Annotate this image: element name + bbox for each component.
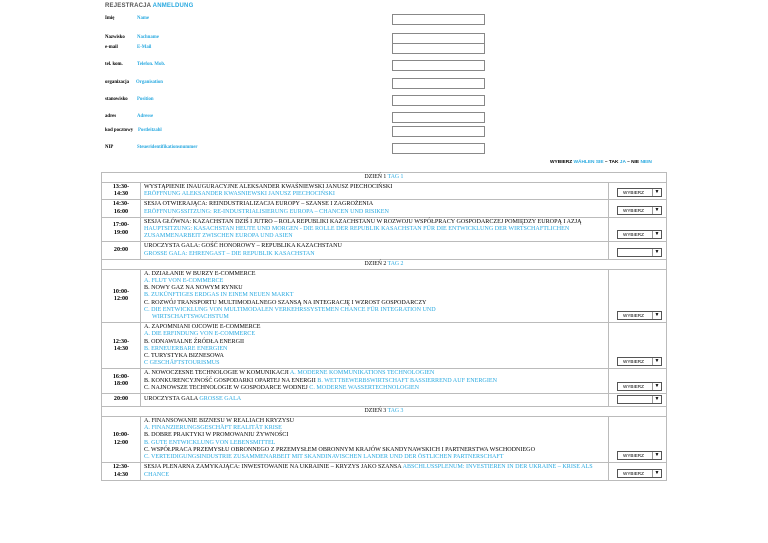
field-label: NIP <box>105 145 114 150</box>
select-value: WYBIERZ <box>623 313 644 319</box>
field-sublabel: E-Mail <box>137 45 152 50</box>
session-row <box>102 369 667 394</box>
select-value: WYBIERZ <box>623 232 644 238</box>
tax-id-input[interactable] <box>392 143 485 154</box>
session-select[interactable] <box>617 357 662 366</box>
session-time: 20:00 <box>102 242 141 259</box>
session-select[interactable] <box>617 382 662 391</box>
session-time: 14:30- 16:00 <box>102 200 141 217</box>
field-label: adres <box>105 114 117 119</box>
field-sublabel: Name <box>137 16 149 21</box>
field-sublabel: Adresse <box>137 114 154 119</box>
chevron-down-icon: ▼ <box>652 396 661 403</box>
day-label-pl: DZIEŃ 3 <box>364 407 387 414</box>
track-b-de: B. ERNEUERBARE ENERGIEN <box>144 345 228 352</box>
chevron-down-icon: ▼ <box>652 231 661 238</box>
day-label-de: TAG 3 <box>387 407 404 414</box>
form-row-address <box>105 112 490 124</box>
field-label: Nazwisko <box>105 35 125 40</box>
track-a-pl: A. NOWOCZESNE TECHNOLOGIE W KOMUNIKACJI <box>144 370 289 377</box>
track-a-pl: A. ZAPOMNIANI OJCOWIE E-COMMERCE <box>144 324 261 331</box>
choose-hint <box>550 160 652 165</box>
track-a-de: A. FLUT VON E-COMMERCE <box>144 278 224 285</box>
session-row <box>102 463 667 480</box>
form-row-postcode <box>105 126 490 138</box>
chevron-down-icon: ▼ <box>652 358 661 365</box>
track-a-de: A. FINANZIERUNGSGESCHÄFT REALITÄT KRISE <box>144 425 282 432</box>
track-b-pl: B. ODNAWIALNE ŹRÓDŁA ENERGII <box>144 338 245 345</box>
chevron-down-icon: ▼ <box>652 383 661 390</box>
chevron-down-icon: ▼ <box>652 207 661 214</box>
session-title-pl: SESJA OTWIERAJĄCA: REINDUSTRIALIZACJA EUROPY – SZANSE I ZAGROŻENIA <box>144 201 374 208</box>
choose-yes-de: JA <box>619 160 626 165</box>
session-select[interactable] <box>617 311 662 320</box>
track-b <box>144 378 605 385</box>
track-a-pl: A. FINANSOWANIE BIZNESU W REALIACH KRYZYSU <box>144 418 295 425</box>
track-a <box>144 370 605 377</box>
field-label: e-mail <box>105 45 118 50</box>
track-c-pl: C. ROZWÓJ TRANSPORTU MULTIMODALNEGO SZANSĄ NA INTEGRACJĘ I WZROST GOSPODARCZY <box>144 299 427 306</box>
field-label: organizacja <box>105 80 129 85</box>
day-header <box>102 407 667 417</box>
field-sublabel: Position <box>137 97 154 102</box>
day-header <box>102 259 667 269</box>
choose-de: WÄHLEN SIE <box>573 160 604 165</box>
session-select[interactable] <box>617 206 662 215</box>
session-title-de: ERÖFFNUNGSSITZUNG: RE-INDUSTRIALISIERUNG EUROPA – CHANCEN UND RISIKEN <box>144 208 389 215</box>
session-title-pl: UROCZYSTA GALA <box>144 396 198 403</box>
choose-pl: WYBIERZ <box>550 160 573 165</box>
form-row-position <box>105 95 490 107</box>
session-title-de: GROSSE GALA: EHRENGAST – DIE REPUBLIK KASACHSTAN <box>144 250 315 257</box>
track-c-de: C. VERTEIDIGUNGSINDUSTRIE ZUSAMMENARBEIT MIT SKANDINAVISCHEN LANDER UND DER ÖSTLICHEN PARTNERSCHAFT <box>144 454 504 461</box>
session-select[interactable] <box>617 469 662 478</box>
choose-no-pl: – NIE <box>625 160 640 165</box>
track-c <box>144 385 605 392</box>
track-a-pl: A. DZIAŁANIE W BURZY E-COMMERCE <box>144 270 256 277</box>
track-c-pl: C. WSPÓŁPRACA PRZEMYSŁU OBRONNEGO Z PRZEMYSŁEM OBRONNYM KRAJÓW SKANDYNAWSKICH I PARTNERSTWA WSCHODNIEGO <box>144 446 535 453</box>
form-row-email <box>105 43 490 55</box>
session-time: 12:30- 14:30 <box>102 323 141 369</box>
session-title-pl: UROCZYSTA GALA: GOŚĆ HONOROWY – REPUBLIKA KAZACHSTANU <box>144 243 342 250</box>
session-time: 10:00- 12:00 <box>102 269 141 322</box>
day-header <box>102 173 667 183</box>
select-value: WYBIERZ <box>623 453 644 459</box>
form-row-organisation <box>105 78 490 90</box>
session-row <box>102 417 667 463</box>
session-select[interactable] <box>617 451 662 460</box>
select-value: WYBIERZ <box>623 190 644 196</box>
select-value: WYBIERZ <box>623 384 644 390</box>
choose-no-de: NEIN <box>640 160 652 165</box>
session-row <box>102 394 667 407</box>
title-pl: REJESTRACJA <box>105 3 151 9</box>
session-time: 13:30- 14:30 <box>102 183 141 200</box>
choose-yes-pl: – TAK <box>603 160 619 165</box>
session-time: 20:00 <box>102 394 141 407</box>
session-time: 10:00- 12:00 <box>102 417 141 463</box>
session-title-pl: SESJA PLENARNA ZAMYKAJĄCA: INWESTOWANIE NA UKRAINIE – KRYZYS JAKO SZANSA <box>144 464 402 471</box>
day-label-pl: DZIEŃ 2 <box>364 260 387 267</box>
session-time: 12:30- 14:30 <box>102 463 141 480</box>
session-title-de: ERÖFFNUNG ALEKSANDER KWASNIEWSKI JANUSZ PIECHOCIŃSKI <box>144 191 335 198</box>
track-b-pl: B. KONKURENCYJNOŚĆ GOSPODARKI OPARTEJ NA ENERGII <box>144 377 316 384</box>
chevron-down-icon: ▼ <box>652 312 661 319</box>
track-c-de: C. DIE ENTWICKLUNG VON MULTIMODALEN VERKEHRSSYSTEMEN CHANCE FÜR INTEGRATION UND <box>144 306 436 313</box>
track-b-de: B. GUTE ENTWICKLUNG VON LEBENSMITTEL <box>144 439 276 446</box>
form-row-name <box>105 14 490 26</box>
session-row <box>102 242 667 259</box>
session-time: 16:00- 18:00 <box>102 369 141 394</box>
session-row <box>102 183 667 200</box>
track-b-pl: B. DOBRE PRAKTYKI W PROMOWANIU ŻYWNOŚCI <box>144 432 289 439</box>
name-input[interactable] <box>392 14 485 25</box>
track-b-pl: B. NOWY GAZ NA NOWYM RYNKU <box>144 285 243 292</box>
field-sublabel: Organisation <box>136 80 163 85</box>
track-a-de: A. DIE ERFINDUNG VON E-COMMERCE <box>144 331 256 338</box>
chevron-down-icon: ▼ <box>652 470 661 477</box>
address-input[interactable] <box>392 112 485 123</box>
track-a-de: A. MODERNE KOMMUNIKATIONS TECHNOLOGIEN <box>289 370 435 377</box>
track-c-pl: C. TURYSTYKA BIZNESOWA <box>144 353 224 360</box>
day-label-de: TAG 1 <box>387 173 404 180</box>
day-label-pl: DZIEŃ 1 <box>364 173 387 180</box>
session-select[interactable] <box>617 248 662 257</box>
email-input[interactable] <box>392 43 485 54</box>
session-select[interactable] <box>617 188 662 197</box>
track-c-de: C. MODERNE WASSERTECHNOLOGIEN <box>309 384 419 391</box>
postcode-input[interactable] <box>392 126 485 137</box>
form-row-phone <box>105 60 490 72</box>
chevron-down-icon: ▼ <box>652 249 661 256</box>
field-label: kod pocztowy <box>105 128 134 133</box>
field-label: tel. kom. <box>105 62 123 67</box>
field-label: stanowisko <box>105 97 128 102</box>
select-value: WYBIERZ <box>623 470 644 476</box>
field-label: Imię <box>105 16 115 21</box>
phone-input[interactable] <box>392 60 485 71</box>
form-row-tax-id <box>105 143 490 155</box>
field-sublabel: Postleitzahl <box>138 128 162 133</box>
page-title <box>105 3 193 9</box>
session-row <box>102 200 667 217</box>
session-title-pl: SESJA GŁÓWNA: KAZACHSTAN DZIŚ I JUTRO – ROLA REPUBLIKI KAZACHSTANU W ROZWOJU WSPÓŁPRACY GOSPODARCZEJ POMIĘDZY EUROPĄ I AZJĄ <box>144 218 582 225</box>
day-label-de: TAG 2 <box>387 260 404 267</box>
session-row <box>102 323 667 369</box>
session-select[interactable] <box>617 395 662 404</box>
track-c-pl: C. NAJNOWSZE TECHNOLOGIE W GOSPODARCE WODNEJ <box>144 384 308 391</box>
session-title-de: ABSCHLUSSPLENUM: INVESTIEREN IN DER UKRAINE – KRISE ALS CHANCE <box>144 464 593 478</box>
session-title-pl: WYSTĄPIENIE INAUGURACYJNE ALEKSANDER KWAŚNIEWSKI JANUSZ PIECHOCIŃSKI <box>144 184 393 190</box>
chevron-down-icon: ▼ <box>652 452 661 459</box>
track-b-de: B. ZUKÜNFTIGES ERDGAS IN EINEM NEUEN MARKT <box>144 292 294 299</box>
track-c-de-cont: WIRTSCHAFTSWACHSTUM <box>152 314 229 321</box>
session-title-de: GROSSE GALA <box>199 396 242 403</box>
chevron-down-icon: ▼ <box>652 189 661 196</box>
session-time: 17:00- 19:00 <box>102 217 141 242</box>
track-c-de: C GESCHÄFTSTOURISMUS <box>144 360 220 367</box>
field-sublabel: Nachname <box>137 35 159 40</box>
schedule-table <box>101 172 667 481</box>
organisation-input[interactable] <box>392 78 485 89</box>
session-row <box>102 217 667 242</box>
session-row <box>102 269 667 322</box>
select-value: WYBIERZ <box>623 207 644 213</box>
session-select[interactable] <box>617 230 662 239</box>
session-title-de: HAUPTSITZUNG: KASACHSTAN HEUTE UND MORGEN - DIE ROLLE DER REPUBLIK KASACHSTAN FÜR DIE ENTWICKLUNG DER WIRTSCHAFTLICHEN ZUSAMMENARBEIT ZWISCHEN EUROPA UND ASIEN <box>144 226 570 240</box>
track-b-de: B. WETTBEWERBSWIRTSCHAFT BASSIERREND AUF ENERGIEN <box>317 377 497 384</box>
position-input[interactable] <box>392 95 485 106</box>
field-sublabel: Telefon. Mob. <box>137 62 166 67</box>
title-de: ANMELDUNG <box>152 3 194 9</box>
select-value: WYBIERZ <box>623 359 644 365</box>
field-sublabel: Steueridentifikationsnummer <box>137 145 198 150</box>
